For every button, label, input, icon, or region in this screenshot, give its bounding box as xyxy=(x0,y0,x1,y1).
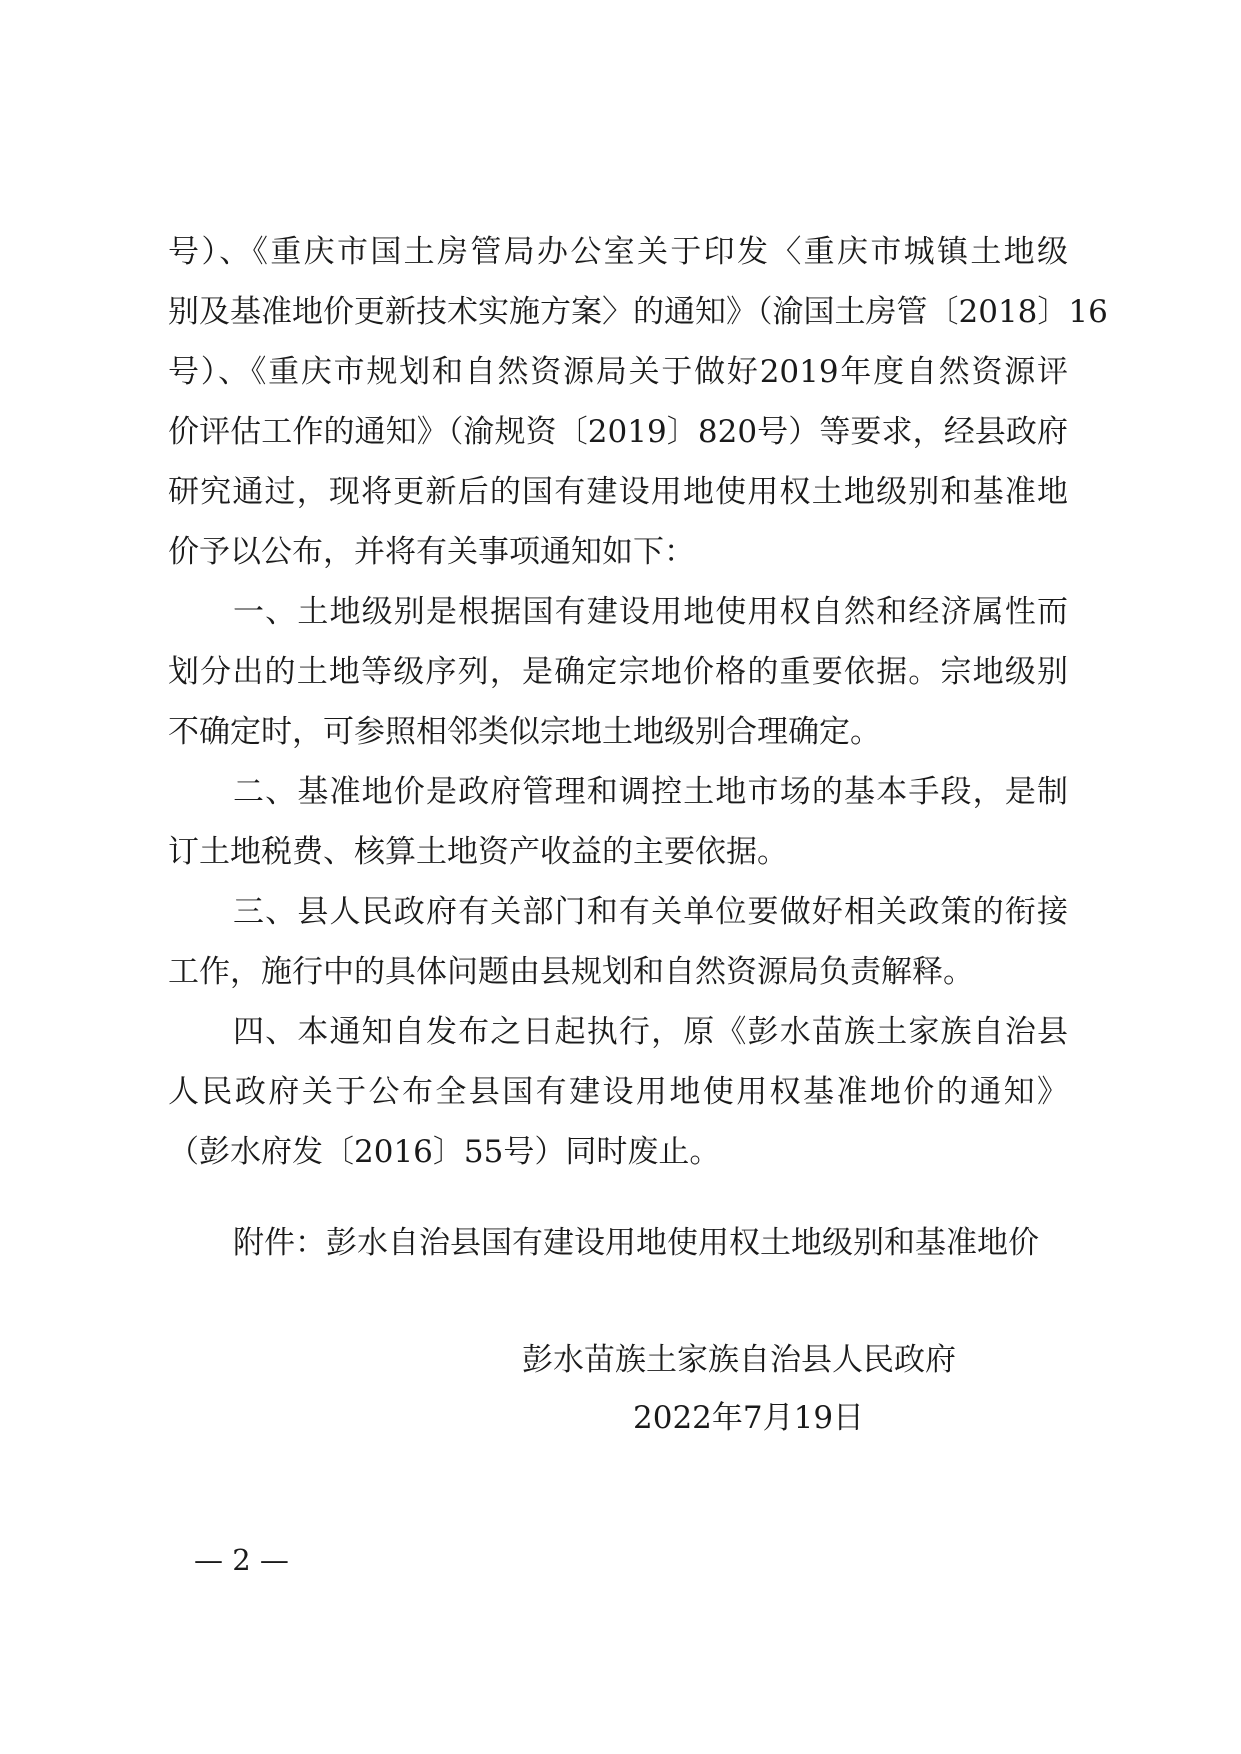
clause-four-line: 四、本通知自发布之日起执行，原《彭水苗族土家族自治县 xyxy=(233,1014,1068,1050)
clause-four-line: （彭水府发〔2016〕55号）同时废止。 xyxy=(168,1134,721,1170)
clause-four-line: 人民政府关于公布全县国有建设用地使用权基准地价的通知》 xyxy=(168,1074,1068,1110)
issuing-authority: 彭水苗族土家族自治县人民政府 xyxy=(522,1342,956,1378)
body-line: 号）、《重庆市国土房管局办公室关于印发〈重庆市城镇土地级 xyxy=(168,234,1068,270)
body-line: 研究通过，现将更新后的国有建设用地使用权土地级别和基准地 xyxy=(168,474,1068,510)
body-line: 价评估工作的通知》（渝规资〔2019〕820号）等要求，经县政府 xyxy=(168,414,1068,450)
notice-body xyxy=(168,222,1108,1182)
page-number: — 2 — xyxy=(194,1543,289,1577)
clause-three-line: 三、县人民政府有关部门和有关单位要做好相关政策的衔接 xyxy=(233,894,1068,930)
clause-two-line: 订土地税费、核算土地资产收益的主要依据。 xyxy=(168,834,788,870)
clause-two-line: 二、基准地价是政府管理和调控土地市场的基本手段，是制 xyxy=(233,774,1068,810)
clause-one-line: 不确定时，可参照相邻类似宗地土地级别合理确定。 xyxy=(168,714,881,750)
issue-date: 2022年7月19日 xyxy=(633,1400,865,1436)
clause-three-line: 工作，施行中的具体问题由县规划和自然资源局负责解释。 xyxy=(168,954,974,990)
attachment-line: 附件：彭水自治县国有建设用地使用权土地级别和基准地价 xyxy=(233,1225,1039,1261)
clause-one-line: 一、土地级别是根据国有建设用地使用权自然和经济属性而 xyxy=(233,594,1068,630)
body-line: 别及基准地价更新技术实施方案〉的通知》（渝国土房管〔2018〕16 xyxy=(168,294,1108,330)
body-line: 价予以公布，并将有关事项通知如下： xyxy=(168,534,695,570)
clause-one-line: 划分出的土地等级序列，是确定宗地价格的重要依据。宗地级别 xyxy=(168,654,1068,690)
body-line: 号）、《重庆市规划和自然资源局关于做好2019年度自然资源评 xyxy=(168,354,1068,390)
